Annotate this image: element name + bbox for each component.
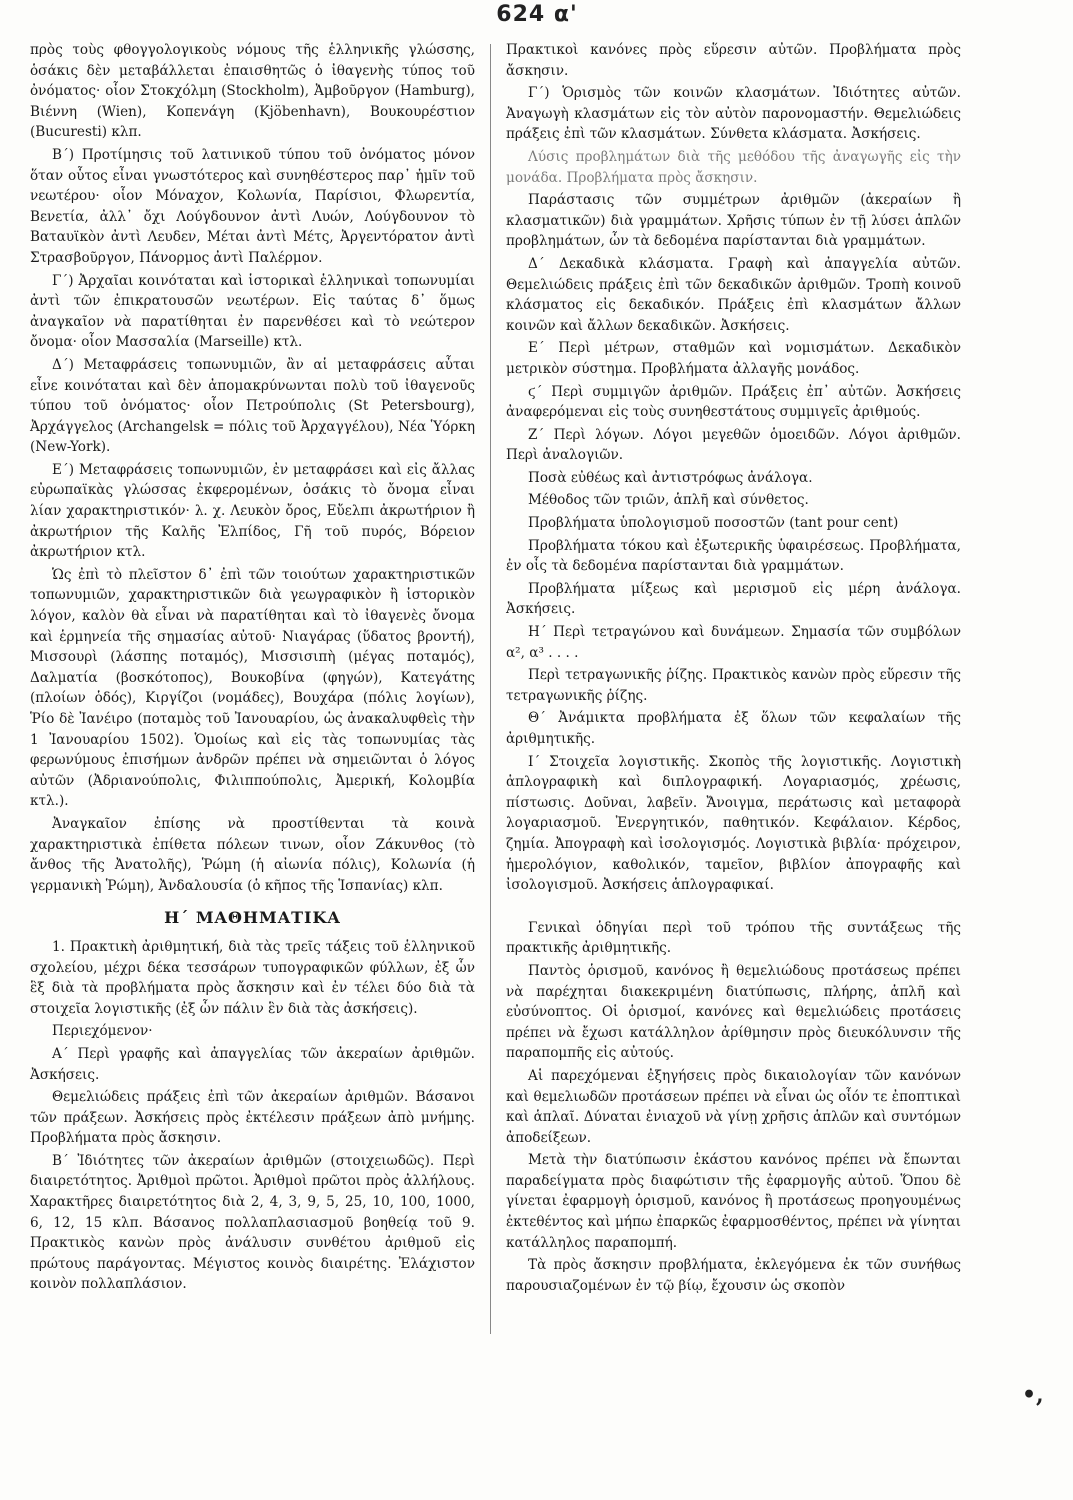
paragraph: ϛ΄ Περὶ συμμιγῶν ἀριθμῶν. Πράξεις ἐπ᾿ αὐτῶν. Ἀσκήσεις ἀναφερόμεναι εἰς τοὺς συνηθεστάτους συμμιγεῖς ἀριθμούς. — [506, 383, 961, 421]
paragraph: Δ΄ Δεκαδικὰ κλάσματα. Γραφὴ καὶ ἀπαγγελία αὐτῶν. Θεμελιώδεις πράξεις ἐπὶ τῶν δεκαδικῶν ἀριθμῶν. Τροπὴ κοινοῦ κλάσματος εἰς δεκαδικόν. Πράξεις ἐπὶ κλασμάτων ἄλλων κοινῶν καὶ ἄλλων δεκαδικῶν. Ἀσκήσεις. — [506, 255, 961, 334]
paragraph: 1. Πρακτικὴ ἀριθμητική, διὰ τὰς τρεῖς τάξεις τοῦ ἑλληνικοῦ σχολείου, μέχρι δέκα τεσσάρων τυπογραφικῶν φύλλων, ἐξ ὧν ἓξ διὰ τὰ προβλήματα πρὸς ἄσκησιν καὶ ἐν τέλει δύο διὰ τὰ στοιχεῖα λογιστικῆς (ἐξ ὧν πάλιν ἓν διὰ τὰς ἀσκήσεις). — [30, 938, 475, 1017]
paragraph: Παντὸς ὁρισμοῦ, κανόνος ἢ θεμελιώδους προτάσεως πρέπει νὰ παρέχηται διακεκριμένη διατύπωσις, πλήρης, ἁπλῆ καὶ εὐσύνοπτος. Οἱ ὁρισμοί, κανόνες καὶ θεμελιώδεις προτάσεις πρέπει νὰ ἔχωσι κατάλληλον ἀρίθμησιν πρὸς διευκόλυνσιν τῆς παραπομπῆς εἰς αὐτούς. — [506, 962, 961, 1062]
paragraph: Γ΄) Ὁρισμὸς τῶν κοινῶν κλασμάτων. Ἰδιότητες αὐτῶν. Ἀναγωγὴ κλασμάτων εἰς τὸν αὐτὸν παρονομαστήν. Θεμελιώδεις πράξεις ἐπὶ τῶν κλασμάτων. Σύνθετα κλάσματα. Ἀσκήσεις. — [506, 85, 961, 143]
left-column — [30, 40, 475, 1297]
paragraph: Α΄ Περὶ γραφῆς καὶ ἀπαγγελίας τῶν ἀκεραίων ἀριθμῶν. Ἀσκήσεις. — [30, 1045, 475, 1083]
paragraph: Ε΄ Περὶ μέτρων, σταθμῶν καὶ νομισμάτων. Δεκαδικὸν μετρικὸν σύστημα. Προβλήματα ἀλλαγῆς μονάδος. — [506, 340, 961, 377]
paragraph: Προβλήματα μίξεως καὶ μερισμοῦ εἰς μέρη ἀνάλογα. Ἀσκήσεις. — [506, 580, 961, 618]
page-number: 624 α' — [496, 2, 578, 27]
stray-ink-mark: •, — [1022, 1382, 1044, 1408]
column-divider — [490, 44, 491, 1334]
paragraph: Η΄ Περὶ τετραγώνου καὶ δυνάμεων. Σημασία τῶν συμβόλων α², α³ . . . . — [506, 624, 961, 661]
paragraph: Ε΄) Μεταφράσεις τοπωνυμιῶν, ἐν μεταφράσει καὶ εἰς ἄλλας εὐρωπαϊκὰς γλώσσας ἐκφερομένων, ὁσάκις τὸ ὄνομα εἶναι λίαν χαρακτηριστικόν· λ. χ. Λευκὸν ὄρος, Εὔελπι ἀκρωτήριον ἢ ἀκρωτήριον τῆς Καλῆς Ἐλπίδος, Γῆ τοῦ πυρός, Βόρειον ἀκρωτήριον κτλ. — [30, 461, 475, 561]
paragraph: Μετὰ τὴν διατύπωσιν ἑκάστου κανόνος πρέπει νὰ ἔπωνται παραδείγματα πρὸς διαφώτισιν τῆς ἐφαρμογῆς αὐτοῦ. Ὅπου δὲ γίνεται ἐφαρμογὴ ὁρισμοῦ, κανόνος ἢ προτάσεως προηγουμένως ἐκτεθέντος καὶ μήπω ἐπαρκῶς ἐφαρμοσθέντος, πρέπει νὰ γίνηται κατάλληλος παραπομπή. — [506, 1152, 961, 1251]
paragraph: Περιεχόμενον· — [52, 1023, 153, 1040]
paragraph: Τὰ πρὸς ἄσκησιν προβλήματα, ἐκλεγόμενα ἐκ τῶν συνήθως παρουσιαζομένων ἐν τῷ βίῳ, ἔχουσιν ὡς σκοπὸν — [506, 1257, 961, 1294]
paragraph: Γ΄) Ἀρχαῖαι κοινόταται καὶ ἱστορικαὶ ἑλληνικαὶ τοπωνυμίαι ἀντὶ τῶν ἐπικρατουσῶν νεωτέρων. Εἰς ταύτας δ᾿ ὅμως ἀναγκαῖον νὰ παρατίθηται ἐν παρενθέσει καὶ τὸ νεώτερον ὄνομα· οἷον Μασσαλία (Marseille) κτλ. — [30, 272, 475, 351]
right-column — [506, 40, 961, 1298]
paragraph: Περὶ τετραγωνικῆς ῥίζης. Πρακτικὸς κανὼν πρὸς εὕρεσιν τῆς τετραγωνικῆς ῥίζης. — [506, 667, 961, 704]
paragraph: Ὡς ἐπὶ τὸ πλεῖστον δ᾿ ἐπὶ τῶν τοιούτων χαρακτηριστικῶν τοπωνυμιῶν, χαρακτηριστικῶν διὰ γεωγραφικὸν ἢ ἱστορικὸν λόγον, καλὸν θὰ εἶναι νὰ παρατίθηται καὶ τὸ ἰθαγενὲς ὄνομα καὶ ἑρμηνεία τῆς σημασίας αὐτοῦ· Νιαγάρας (ὕδατος βροντή), Μισσουρὶ (λάσπης ποταμός), Μισσισιπὴ (μέγας ποταμός), Δαλματία (βοσκότοπος), Βουκοβίνα (φηγών), Κατεγάτης (πλοίων ὁδός), Κιργίζοι (νομάδες), Βουχάρα (πόλις λογίων), Ῥίο δὲ Ἰανέιρο (ποταμὸς τοῦ Ἰανουαρίου, ὡς ἀνακαλυφθεὶς τὴν 1 Ἰανουαρίου 1502). Ὁμοίως καὶ εἰς τὰς τοπωνυμίας τὰς φερωνύμους ἐπισήμων ἀνδρῶν πρέπει νὰ σημειῶνται ὁ λόγος αὐτῶν (Ἀδριανούπολις, Φιλιππούπολις, Ἀμερική, Κολομβία κτλ.). — [30, 566, 475, 810]
paragraph: πρὸς τοὺς φθογγολογικοὺς νόμους τῆς ἑλληνικῆς γλώσσης, ὁσάκις δὲν μεταβάλλεται ἐπαισθητῶς ὁ ἰθαγενὴς τύπος τοῦ ὀνόματος· οἷον Στοκχόλμη (Stockholm), Ἀμβοῦργον (Hamburg), Βιέννη (Wien), Κοπενάγη (Kjöbenhavn), Βουκουρέστιον (Bucuresti) κλπ. — [30, 42, 475, 141]
paragraph: Προβλήματα τόκου καὶ ἐξωτερικῆς ὑφαιρέσεως. Προβλήματα, ἐν οἷς τὰ δεδομένα παρίστανται διὰ γραμμάτων. — [506, 537, 961, 575]
paragraph: Ἀναγκαῖον ἐπίσης νὰ προστίθενται τὰ κοινὰ χαρακτηριστικὰ ἐπίθετα πόλεων τινων, οἷον Ζάκυνθος (τὸ ἄνθος τῆς Ἀνατολῆς), Ῥώμη (ἡ αἰωνία πόλις), Κολωνία (ἡ γερμανικὴ Ῥώμη), Ἀνδαλουσία (ὁ κῆπος τῆς Ἱσπανίας) κλπ. — [30, 815, 475, 894]
section-heading: Η΄ ΜΑΘΗΜΑΤΙΚΑ — [164, 908, 341, 928]
paragraph: Β΄) Προτίμησις τοῦ λατινικοῦ τύπου τοῦ ὀνόματος μόνον ὅταν οὗτος εἶναι γνωστότερος καὶ συνηθέστερος παρ᾿ ἡμῖν τοῦ νεωτέρου· οἷον Μόναχον, Κολωνία, Παρίσιοι, Φλωρεντία, Βενετία, ἀλλ᾿ ὄχι Λούγδουνον ἀντὶ Λυών, Λούγδουνον τὸ Βαταυϊκὸν ἀντὶ Λευδεν, Μέται ἀντὶ Μέτς, Ἀργεντόρατον ἀντὶ Στρασβοῦργον, Πάνορμος ἀντὶ Παλέρμον. — [30, 146, 475, 266]
paragraph: Δ΄) Μεταφράσεις τοπωνυμιῶν, ἂν αἱ μεταφράσεις αὗται εἶνε κοινόταται καὶ δὲν ἀπομακρύνωνται πολὺ τοῦ ἰθαγενοῦς τύπου τοῦ ὀνόματος· οἷον Πετρούπολις (St Petersbourg), Ἀρχάγγελος (Archangelsk = πόλις τοῦ Ἀρχαγγέλου), Νέα Ὑόρκη (New-York). — [30, 356, 475, 456]
paragraph: Αἱ παρεχόμεναι ἐξηγήσεις πρὸς δικαιολογίαν τῶν κανόνων καὶ θεμελιωδῶν προτάσεων πρέπει νὰ εἶναι ὡς οἷόν τε ἐποπτικαὶ καὶ ἁπλαῖ. Δύναται ἐνιαχοῦ νὰ γίνῃ χρῆσις ἁπλῶν καὶ συντόμων ἀποδείξεων. — [506, 1067, 961, 1146]
paragraph: Πρακτικοὶ κανόνες πρὸς εὕρεσιν αὐτῶν. Προβλήματα πρὸς ἄσκησιν. — [506, 42, 961, 79]
paragraph: Θ΄ Ἀνάμικτα προβλήματα ἐξ ὅλων τῶν κεφαλαίων τῆς ἀριθμητικῆς. — [506, 710, 961, 747]
paragraph: Παράστασις τῶν συμμέτρων ἀριθμῶν (ἀκεραίων ἢ κλασματικῶν) διὰ γραμμάτων. Χρῆσις τύπων ἐν τῇ λύσει ἁπλῶν προβλημάτων, ὧν τὰ δεδομένα παρίστανται διὰ γραμμάτων. — [506, 192, 961, 250]
paragraph: Β΄ Ἰδιότητες τῶν ἀκεραίων ἀριθμῶν (στοιχειωδῶς). Περὶ διαιρετότητος. Ἀριθμοὶ πρῶτοι. Ἀριθμοὶ πρῶτοι πρὸς ἀλλήλους. Χαρακτῆρες διαιρετότητος διὰ 2, 4, 3, 9, 5, 25, 10, 100, 1000, 6, 12, 15 κλπ. Βάσανος πολλαπλασιασμοῦ βοηθείᾳ τοῦ 9. Πρακτικὸς κανὼν πρὸς ἀνάλυσιν συνθέτου ἀριθμοῦ εἰς πρώτους παράγοντας. Μέγιστος κοινὸς διαιρέτης. Ἐλάχιστον κοινὸν πολλαπλάσιον. — [30, 1152, 475, 1293]
paragraph: Μέθοδος τῶν τριῶν, ἁπλῆ καὶ σύνθετος. — [528, 492, 809, 509]
paragraph: Ι΄ Στοιχεῖα λογιστικῆς. Σκοπὸς τῆς λογιστικῆς. Λογιστικὴ ἁπλογραφικὴ καὶ διπλογραφική. Λογαριασμός, χρέωσις, πίστωσις. Δοῦναι, λαβεῖν. Ἄνοιγμα, περάτωσις καὶ μεταφορὰ λογαριασμοῦ. Ἐνεργητικόν, παθητικόν. Κεφάλαιον. Κέρδος, ζημία. Ἀπογραφὴ καὶ ἰσολογισμός. Λογιστικὰ βιβλία· πρόχειρον, ἡμερολόγιον, καθολικόν, ταμεῖον, βιβλίον ἀπογραφῆς καὶ ἰσολογισμοῦ. Ἀσκήσεις ἁπλογραφικαί. — [506, 753, 961, 894]
paragraph: Προβλήματα ὑπολογισμοῦ ποσοστῶν (tant pour cent) — [528, 515, 899, 532]
subheading-paragraph: Γενικαὶ ὁδηγίαι περὶ τοῦ τρόπου τῆς συντάξεως τῆς πρακτικῆς ἀριθμητικῆς. — [506, 919, 961, 957]
paragraph: Ζ΄ Περὶ λόγων. Λόγοι μεγεθῶν ὁμοειδῶν. Λόγοι ἀριθμῶν. Περὶ ἀναλογιῶν. — [506, 426, 961, 464]
paragraph: Θεμελιώδεις πράξεις ἐπὶ τῶν ἀκεραίων ἀριθμῶν. Βάσανοι τῶν πράξεων. Ἀσκήσεις πρὸς ἐκτέλεσιν πράξεων ἀπὸ μνήμης. Προβλήματα πρὸς ἄσκησιν. — [30, 1089, 475, 1147]
paragraph: Λύσις προβλημάτων διὰ τῆς μεθόδου τῆς ἀναγωγῆς εἰς τὴν μονάδα. Προβλήματα πρὸς ἄσκησιν. — [506, 148, 961, 186]
paragraph: Ποσὰ εὐθέως καὶ ἀντιστρόφως ἀνάλογα. — [528, 469, 813, 486]
